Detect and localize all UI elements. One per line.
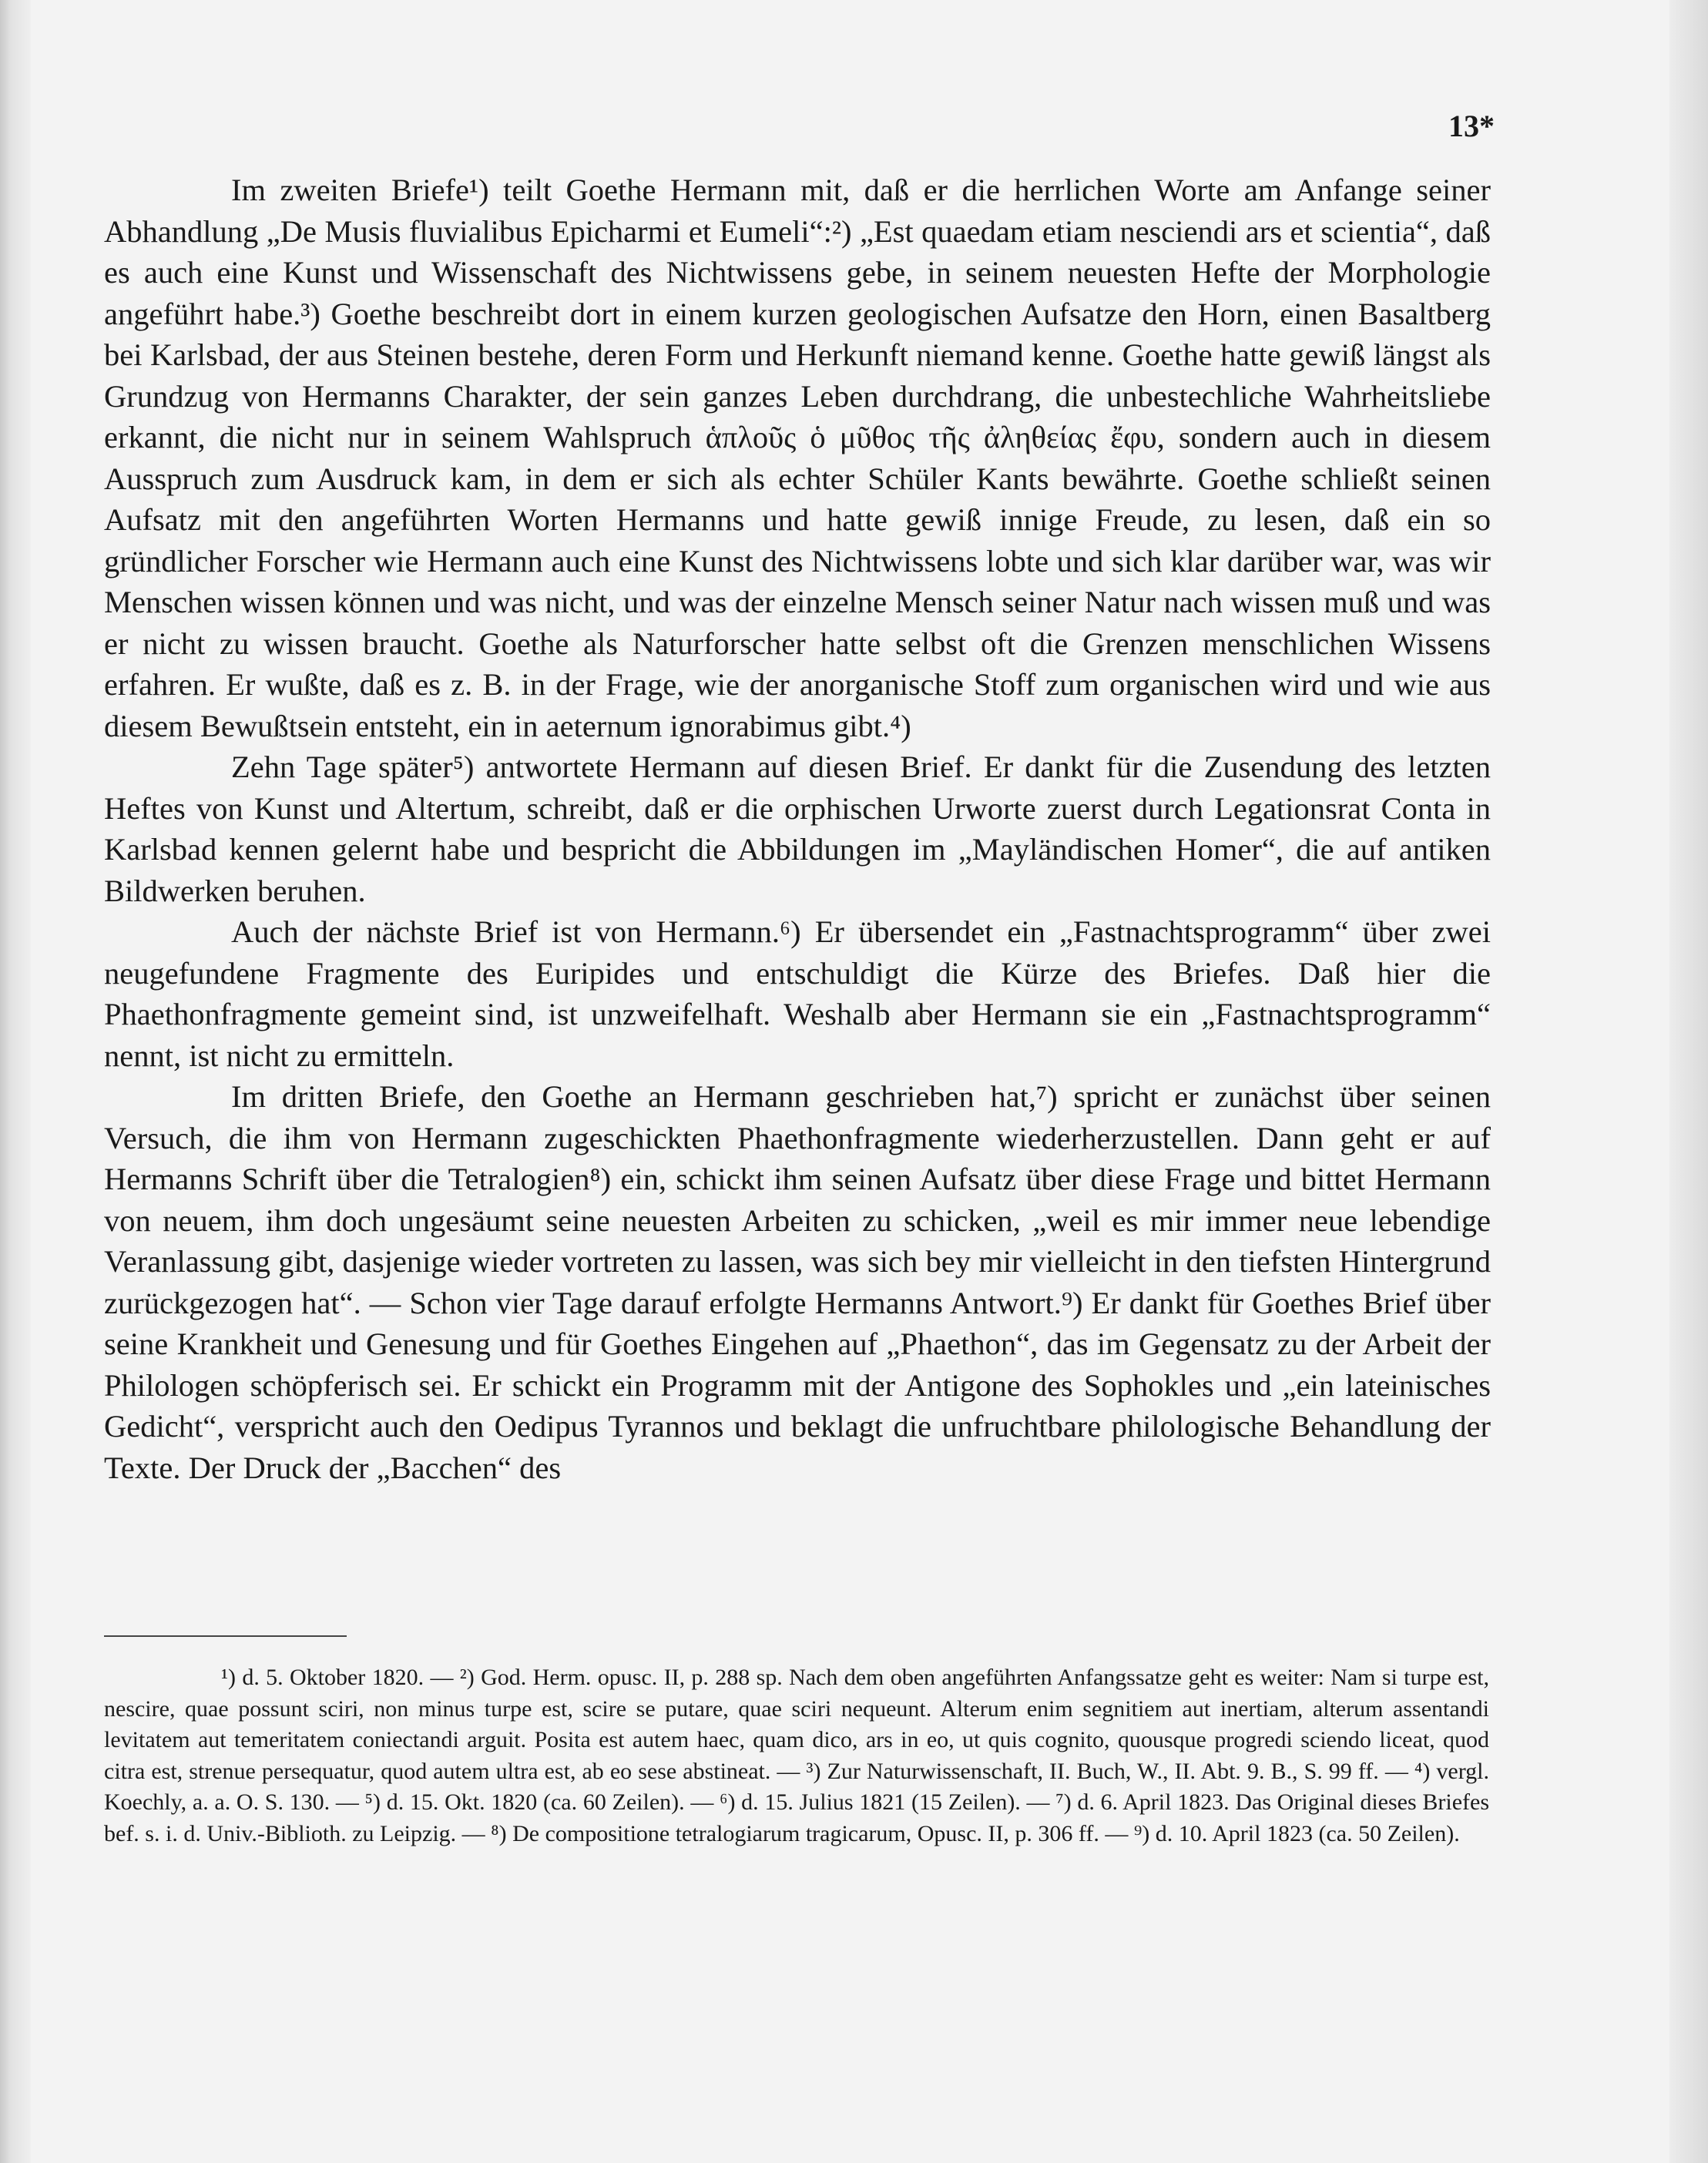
paragraph-4: Im dritten Briefe, den Goethe an Hermann geschrieben hat,⁷) spricht er zunächst über seinen Versuch, die ihm von Hermann zugeschickten Phaethonfragmente wiederherzustellen. Dann geht er auf Hermanns Schrift über die Tetralogien⁸) ein, schickt ihm seinen Aufsatz über diese Frage und bittet Hermann von neuem, ihm doch ungesäumt seine neuesten Arbeiten zu schicken, „weil es mir immer neue lebendige Veranlassung gibt, dasjenige wieder vortreten zu lassen, was sich bey mir vielleicht in den tiefsten Hintergrund zurückgezogen hat“. — Schon vier Tage darauf erfolgte Hermanns Antwort.⁹) Er dankt für Goethes Brief über seine Krankheit und Genesung und für Goethes Eingehen auf „Phaethon“, das im Gegensatz zu der Arbeit der Philologen schöpferisch sei. Er schickt ein Programm mit der Antigone des Sophokles und „ein lateinisches Gedicht“, verspricht auch den Oedipus Tyrannos und beklagt die unfruchtbare philologische Behandlung der Texte. Der Druck der „Bacchen“ des [104,1079,1491,1485]
footnotes [104,1662,1489,1849]
page-number: 13* [1448,109,1495,143]
left-page-edge [0,0,31,2163]
footnote-separator [104,1635,347,1637]
footnote-text: ¹) d. 5. Oktober 1820. — ²) God. Herm. opusc. II, p. 288 sp. Nach dem oben angeführten Anfangssatze geht es weiter: Nam si turpe est, nescire, quae possunt sciri, non minus turpe est, scire se putare, quae sciri nequeunt. Alterum enim segnitiem aut inertiam, alterum assentandi levitatem aut temeritatem coniectandi arguit. Posita est autem haec, quam dico, ars in eo, ut quis cognito, quousque progredi sciendo liceat, quod citra est, strenue persequatur, quod autem ultra est, ab eo sese abstineat. — ³) Zur Naturwissenschaft, II. Buch, W., II. Abt. 9. B., S. 99 ff. — ⁴) vergl. Koechly, a. a. O. S. 130. — ⁵) d. 15. Okt. 1820 (ca. 60 Zeilen). — ⁶) d. 15. Julius 1821 (15 Zeilen). — ⁷) d. 6. April 1823. Das Original dieses Briefes bef. s. i. d. Univ.-Biblioth. zu Leipzig. — ⁸) De compositione tetralogiarum tragicarum, Opusc. II, p. 306 ff. — ⁹) d. 10. April 1823 (ca. 50 Zeilen). [104,1665,1489,1846]
body-text [104,169,1491,1488]
paragraph-3: Auch der nächste Brief ist von Hermann.⁶) Er übersendet ein „Fastnachtsprogramm“ über zwei neugefundene Fragmente des Euripides und entschuldigt die Kürze des Briefes. Daß hier die Phaethonfragmente gemeint sind, ist unzweifelhaft. Weshalb aber Hermann sie ein „Fastnachtsprogramm“ nennt, ist nicht zu ermitteln. [104,914,1491,1073]
paragraph-2: Zehn Tage später⁵) antwortete Hermann auf diesen Brief. Er dankt für die Zusendung des letzten Heftes von Kunst und Altertum, schreibt, daß er die orphischen Urworte zuerst durch Legationsrat Conta in Karlsbad kennen gelernt habe und bespricht die Abbildungen im „Mayländischen Homer“, die auf antiken Bildwerken beruhen. [104,750,1491,908]
right-page-edge [1669,0,1708,2163]
paragraph-1: Im zweiten Briefe¹) teilt Goethe Hermann mit, daß er die herrlichen Worte am Anfange seiner Abhandlung „De Musis fluvialibus Epicharmi et Eumeli“:²) „Est quaedam etiam nesciendi ars et scientia“, daß es auch eine Kunst und Wissenschaft des Nichtwissens gebe, in seinem neuesten Hefte der Morphologie angeführt habe.³) Goethe beschreibt dort in einem kurzen geologischen Aufsatze den Horn, einen Basaltberg bei Karlsbad, der aus Steinen bestehe, deren Form und Herkunft niemand kenne. Goethe hatte gewiß längst als Grundzug von Hermanns Charakter, der sein ganzes Leben durchdrang, die unbestechliche Wahrheitsliebe erkannt, die nicht nur in seinem Wahlspruch ἁπλοῦς ὁ μῦθος τῆς ἀληθείας ἔφυ, sondern auch in diesem Ausspruch zum Ausdruck kam, in dem er sich als echter Schüler Kants bewährte. Goethe schließt seinen Aufsatz mit den angeführten Worten Hermanns und hatte gewiß innige Freude, zu lesen, daß ein so gründlicher Forscher wie Hermann auch eine Kunst des Nichtwissens lobte und sich klar darüber war, was wir Menschen wissen können und was nicht, und was der einzelne Mensch seiner Natur nach wissen muß und was er nicht zu wissen braucht. Goethe als Naturforscher hatte selbst oft die Grenzen menschlichen Wissens erfahren. Er wußte, daß es z. B. in der Frage, wie der anorganische Stoff zum organischen wird und wie aus diesem Bewußtsein entsteht, ein in aeternum ignorabimus gibt.⁴) [104,173,1491,743]
